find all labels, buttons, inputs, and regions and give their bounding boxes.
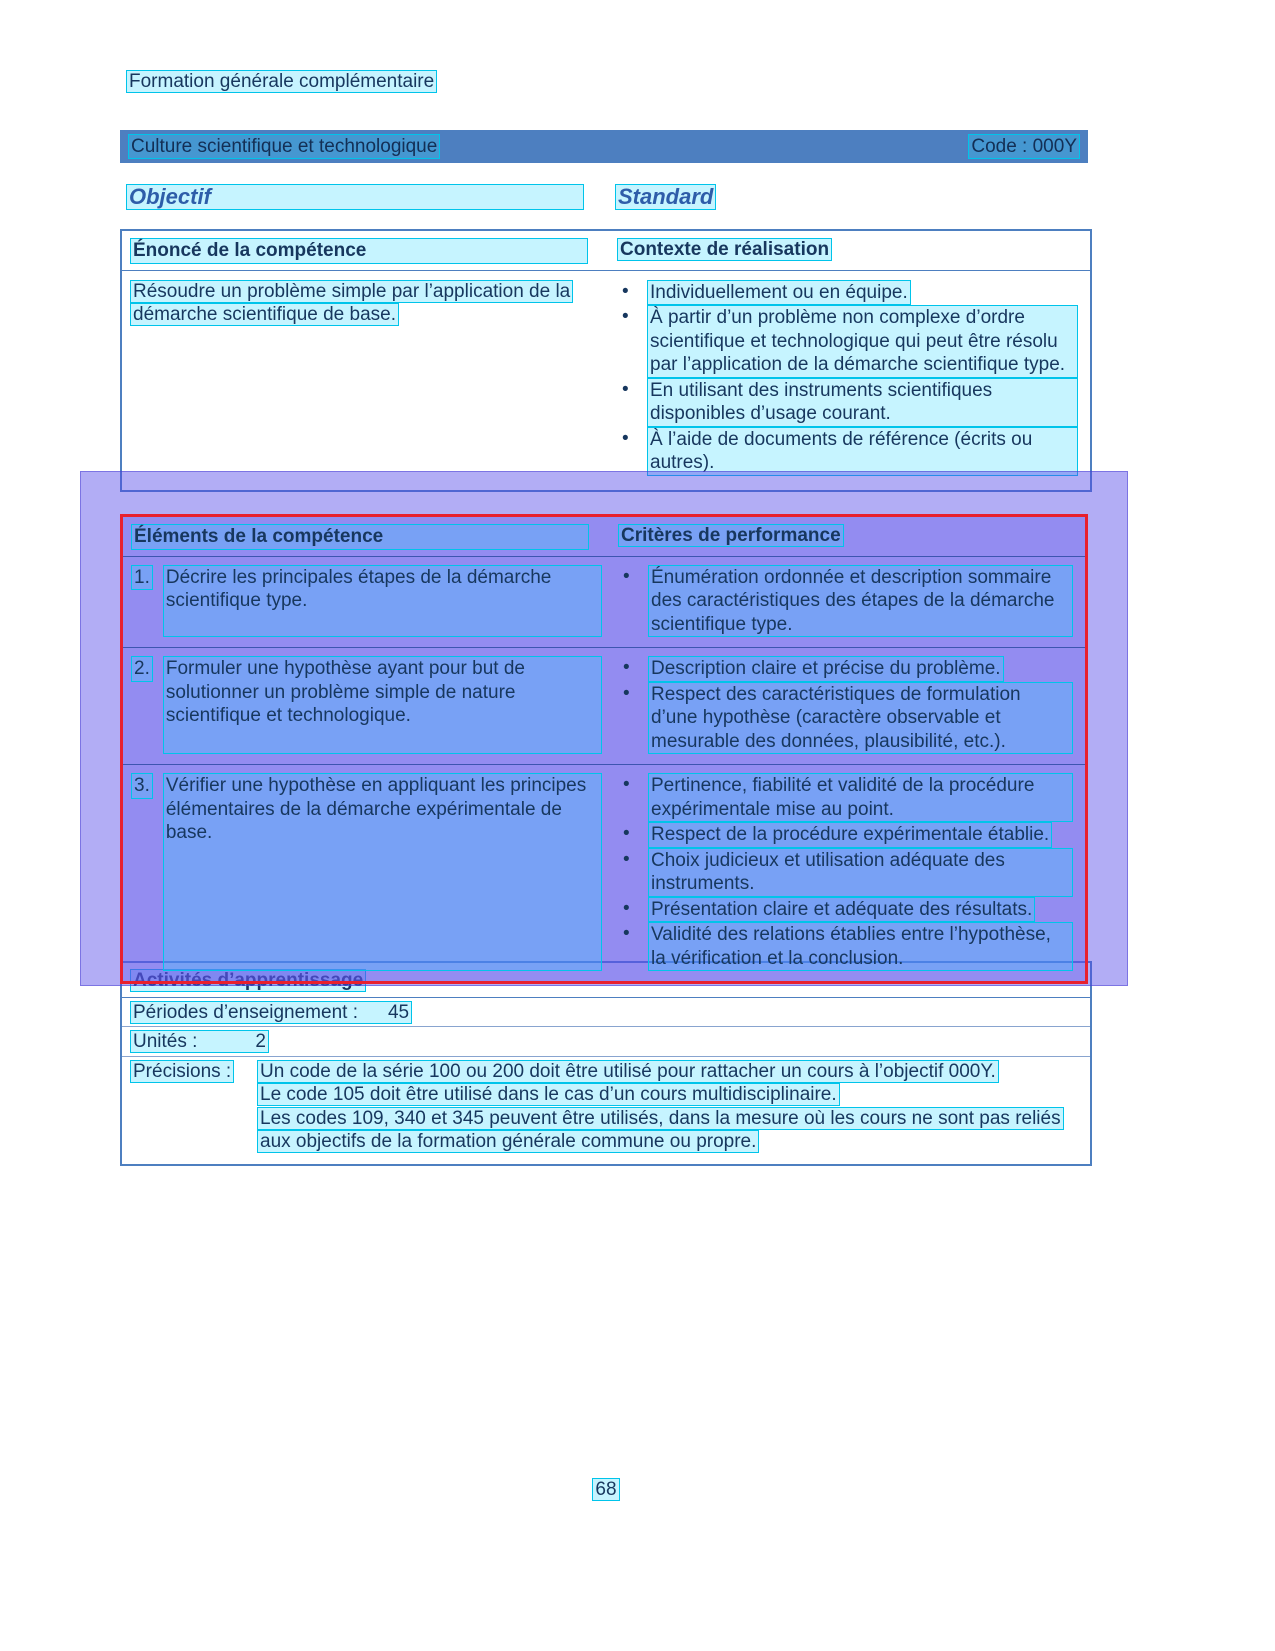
competence-statement: Résoudre un problème simple par l’application de la démarche scientifique de base. — [130, 280, 573, 327]
activities-table — [120, 961, 1092, 1166]
objectif-heading: Objectif — [126, 184, 584, 210]
criteria-text: Choix judicieux et utilisation adéquate des instruments. — [648, 848, 1073, 897]
element-number: 1. — [131, 565, 153, 591]
activities-header: Activités d’apprentissage — [130, 969, 366, 992]
criteria-text: Respect de la procédure expérimentale établie. — [648, 822, 1052, 848]
unites-field — [130, 1030, 269, 1053]
elements-header-right-cell — [618, 524, 1077, 550]
context-bullet-list — [617, 280, 1082, 476]
bullet-icon: • — [622, 280, 629, 302]
page-number-container — [120, 1478, 1092, 1502]
top-label-text: Formation générale complémentaire — [126, 70, 437, 93]
element-cell — [131, 565, 618, 638]
course-header-bar — [120, 130, 1088, 163]
criteria-bullet — [618, 565, 1073, 638]
criteria-bullet — [618, 773, 1073, 822]
bullet-icon: • — [623, 823, 630, 844]
periodes-label: Périodes d’enseignement : — [133, 1001, 358, 1023]
criteria-bullet — [618, 682, 1073, 755]
precisions-row — [122, 1057, 1090, 1164]
element-cell — [131, 656, 618, 754]
criteria-list — [618, 565, 1077, 638]
element-row-2 — [123, 647, 1085, 764]
elements-header-left-cell — [131, 524, 618, 550]
element-row-1 — [123, 557, 1085, 648]
elements-table-header — [123, 517, 1085, 557]
unites-row — [122, 1027, 1090, 1057]
course-code: Code : 000Y — [968, 134, 1080, 160]
elements-header: Éléments de la compétence — [131, 524, 589, 550]
unites-value: 2 — [255, 1031, 266, 1052]
criteria-list — [618, 773, 1077, 971]
element-cell — [131, 773, 618, 971]
bullet-icon: • — [623, 657, 630, 678]
precisions-label-cell — [130, 1060, 257, 1154]
criteria-bullet — [618, 848, 1073, 897]
precisions-text-cell — [257, 1060, 1082, 1154]
competence-header-right-cell — [617, 238, 1082, 264]
criteria-bullet — [618, 656, 1073, 682]
section-heading-row — [126, 184, 1088, 218]
precision-line — [257, 1107, 1082, 1154]
criteria-list — [618, 656, 1077, 754]
document-category-label — [126, 70, 437, 94]
periodes-field — [130, 1001, 412, 1024]
context-bullet — [617, 280, 1078, 306]
context-bullet — [617, 305, 1078, 378]
bullet-icon: • — [623, 774, 630, 795]
standard-heading: Standard — [615, 184, 716, 210]
element-number: 2. — [131, 656, 153, 682]
bullet-icon: • — [623, 897, 630, 919]
context-bullet — [617, 378, 1078, 427]
context-bullet-text: Individuellement ou en équipe. — [647, 280, 911, 306]
page-number: 68 — [592, 1478, 619, 1501]
element-text: Formuler une hypothèse ayant pour but de solutionner un problème simple de nature scientifique et technologique. — [163, 656, 602, 754]
context-bullet-text: En utilisant des instruments scientifiques disponibles d’usage courant. — [647, 378, 1078, 427]
criteria-text: Validité des relations établies entre l’hypothèse, la vérification et la conclusion. — [648, 922, 1073, 971]
competence-statement-cell — [130, 280, 617, 476]
precision-line-text: Les codes 109, 340 et 345 peuvent être utilisés, dans la mesure où les cours ne sont pas reliés aux objectifs de la formation générale commune ou propre. — [257, 1107, 1064, 1154]
criteres-header: Critères de performance — [618, 524, 844, 547]
precision-line-text: Un code de la série 100 ou 200 doit être utilisé pour rattacher un cours à l’objectif 000Y. — [257, 1060, 999, 1083]
criteria-bullet — [618, 897, 1073, 923]
competence-table-header — [122, 231, 1090, 271]
periodes-row — [122, 998, 1090, 1028]
bullet-icon: • — [622, 306, 629, 327]
element-text: Décrire les principales étapes de la démarche scientifique type. — [163, 565, 602, 638]
precision-line — [257, 1060, 1082, 1084]
competence-header-left-cell — [130, 238, 617, 264]
bullet-icon: • — [622, 378, 629, 400]
precision-line — [257, 1083, 1082, 1107]
competence-table-body — [122, 271, 1090, 484]
course-title: Culture scientifique et technologique — [128, 134, 440, 160]
criteria-text: Pertinence, fiabilité et validité de la procédure expérimentale mise au point. — [648, 773, 1073, 822]
context-bullet-text: À partir d’un problème non complexe d’ordre scientifique et technologique qui peut être résolu par l’application de la démarche scientifique type. — [647, 305, 1078, 378]
element-text: Vérifier une hypothèse en appliquant les principes élémentaires de la démarche expérimentale de base. — [163, 773, 602, 971]
criteria-text: Présentation claire et adéquate des résultats. — [648, 897, 1035, 923]
unites-label: Unités : — [133, 1031, 198, 1052]
periodes-value: 45 — [387, 1001, 410, 1023]
criteria-bullet — [618, 922, 1073, 971]
context-bullet — [617, 427, 1078, 476]
criteria-text: Énumération ordonnée et description sommaire des caractéristiques des étapes de la démarche scientifique type. — [648, 565, 1073, 638]
enonce-header: Énoncé de la compétence — [130, 238, 588, 264]
precisions-label: Précisions : — [130, 1060, 234, 1083]
precision-line-text: Le code 105 doit être utilisé dans le cas d’un cours multidisciplinaire. — [257, 1083, 840, 1106]
bullet-icon: • — [623, 923, 630, 944]
criteria-text: Respect des caractéristiques de formulation d’une hypothèse (caractère observable et mesurable des données, plausibilité, etc.). — [648, 682, 1073, 755]
bullet-icon: • — [622, 427, 629, 449]
criteria-text: Description claire et précise du problème. — [648, 656, 1004, 682]
contexte-header: Contexte de réalisation — [617, 238, 832, 261]
elements-table — [120, 514, 1088, 984]
competence-table — [120, 229, 1092, 492]
bullet-icon: • — [623, 848, 630, 870]
context-bullet-text: À l’aide de documents de référence (écrits ou autres). — [647, 427, 1078, 476]
element-number: 3. — [131, 773, 153, 799]
criteria-bullet — [618, 822, 1073, 848]
bullet-icon: • — [623, 682, 630, 704]
bullet-icon: • — [623, 565, 630, 587]
element-row-3 — [123, 764, 1085, 981]
